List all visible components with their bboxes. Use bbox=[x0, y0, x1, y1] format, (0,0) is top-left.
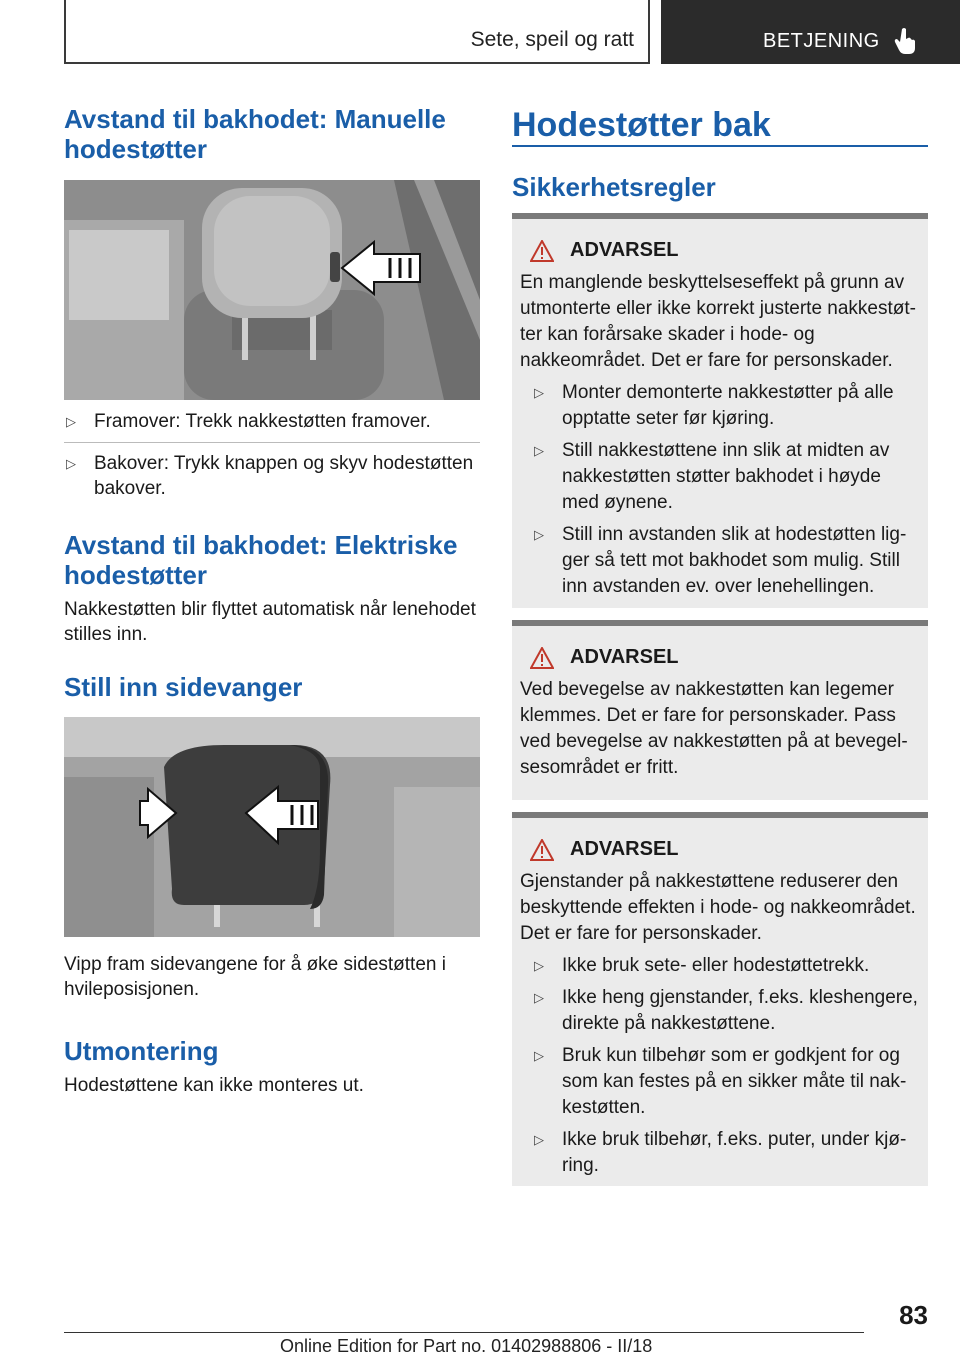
warning-text: Gjenstander på nakkestøttene reduserer den beskyttende effekten i hode- og nakkeområdet. Det er fare for personskader. bbox=[520, 871, 916, 944]
triangle-right-icon: ▷ bbox=[534, 990, 544, 1005]
heading-safety-rules: Sikkerhetsregler bbox=[512, 172, 716, 202]
list-item bbox=[520, 1127, 920, 1179]
warning-triangle-icon bbox=[530, 839, 554, 861]
list-item-text: Ikke heng gjenstander, f.eks. kleshengere, direkte på nakkestøttene. bbox=[562, 987, 918, 1034]
heading-side-wings: Still inn sidevanger bbox=[64, 672, 303, 702]
chapter-tab bbox=[661, 0, 960, 64]
list-item bbox=[520, 953, 920, 979]
footer-edition: Online Edition for Part no. 01402988806 - II/18 bbox=[280, 1336, 653, 1356]
triangle-right-icon: ▷ bbox=[534, 527, 544, 542]
manual-headrest-illustration bbox=[64, 180, 480, 400]
heading-electric-headrests: Avstand til bakhodet: Elektriske hodestøtter bbox=[64, 530, 458, 590]
list-item bbox=[520, 522, 920, 600]
warning-title: ADVARSEL bbox=[570, 838, 679, 860]
side-wings-image bbox=[64, 717, 480, 937]
list-item bbox=[520, 438, 920, 516]
list-item-text: Ikke bruk tilbehør, f.eks. puter, under kjøring. bbox=[562, 1129, 907, 1176]
manual-instructions-list bbox=[64, 409, 480, 509]
warning-box bbox=[512, 620, 928, 800]
heading-manual-headrests: Avstand til bakhodet: Manuelle hodestøtter bbox=[64, 104, 446, 164]
page-number: 83 bbox=[899, 1300, 928, 1330]
footer-rule bbox=[64, 1332, 864, 1333]
electric-paragraph: Nakkestøtten blir flyttet automatisk når lenehodet stilles inn. bbox=[64, 599, 476, 645]
warning-text: Ved bevegelse av nakkestøtten kan legemer klemmes. Det er fare for personskader. Pass ved bevegelse av nakkestøtten på at bevegelsesområdet er fritt. bbox=[520, 679, 908, 778]
warning-header bbox=[520, 239, 920, 262]
heading-removal: Utmontering bbox=[64, 1036, 219, 1066]
triangle-right-icon: ▷ bbox=[534, 958, 544, 973]
list-item bbox=[520, 985, 920, 1037]
list-item bbox=[520, 1043, 920, 1121]
triangle-right-icon: ▷ bbox=[66, 414, 76, 429]
page-header bbox=[64, 0, 960, 66]
list-item-text: Still inn avstanden slik at hodestøtten ligger så tett mot bakhodet som mulig. Still inn avstanden ev. over lenehellingen. bbox=[562, 524, 907, 597]
triangle-right-icon: ▷ bbox=[534, 443, 544, 458]
list-item-text: Ikke bruk sete- eller hodestøttetrekk. bbox=[562, 955, 870, 976]
triangle-right-icon: ▷ bbox=[534, 1132, 544, 1147]
divider bbox=[64, 442, 480, 443]
warning-triangle-icon bbox=[530, 647, 554, 669]
manual-headrest-image bbox=[64, 180, 480, 400]
list-item bbox=[64, 409, 480, 434]
list-item-text: Still nakkestøttene inn slik at midten av nakkestøtten støtter bakhodet i høyde med øynene. bbox=[562, 440, 890, 513]
warning-header bbox=[520, 646, 920, 669]
warning-title: ADVARSEL bbox=[570, 239, 679, 261]
section-tab bbox=[64, 0, 650, 64]
warning-triangle-icon bbox=[530, 240, 554, 262]
warning-box bbox=[512, 812, 928, 1186]
section-title: Sete, speil og ratt bbox=[470, 28, 634, 51]
warning-text: En manglende beskyttelseseffekt på grunn av utmonterte eller ikke korrekt justerte nakkestøtter kan forårsake skader i hode- og nakkeområdet. Det er fare for personskader. bbox=[520, 272, 916, 371]
list-item-text: Bruk kun tilbehør som er godkjent for og som kan festes på en sikker måte til nakkestøtten. bbox=[562, 1045, 907, 1118]
list-item bbox=[520, 380, 920, 432]
triangle-right-icon: ▷ bbox=[534, 385, 544, 400]
list-item-text: Framover: Trekk nakkestøtten framover. bbox=[94, 411, 431, 432]
side-wings-illustration bbox=[64, 717, 480, 937]
main-heading: Hodestøtter bak bbox=[512, 106, 771, 144]
triangle-right-icon: ▷ bbox=[534, 1048, 544, 1063]
pointing-hand-icon bbox=[893, 27, 917, 55]
list-item-text: Bakover: Trykk knappen og skyv hodestøtten bakover. bbox=[94, 453, 474, 499]
warning-box bbox=[512, 213, 928, 608]
triangle-right-icon: ▷ bbox=[66, 456, 76, 471]
list-item-text: Monter demonterte nakkestøtter på alle opptatte seter før kjøring. bbox=[562, 382, 894, 429]
warning-header bbox=[520, 838, 920, 861]
chapter-title: BETJENING bbox=[763, 30, 880, 52]
list-item bbox=[64, 451, 480, 501]
removal-paragraph: Hodestøttene kan ikke monteres ut. bbox=[64, 1075, 364, 1096]
heading-rule bbox=[512, 145, 928, 147]
side-wings-paragraph: Vipp fram sidevangene for å øke sidestøtten i hvileposisjonen. bbox=[64, 954, 446, 1000]
warning-title: ADVARSEL bbox=[570, 646, 679, 668]
